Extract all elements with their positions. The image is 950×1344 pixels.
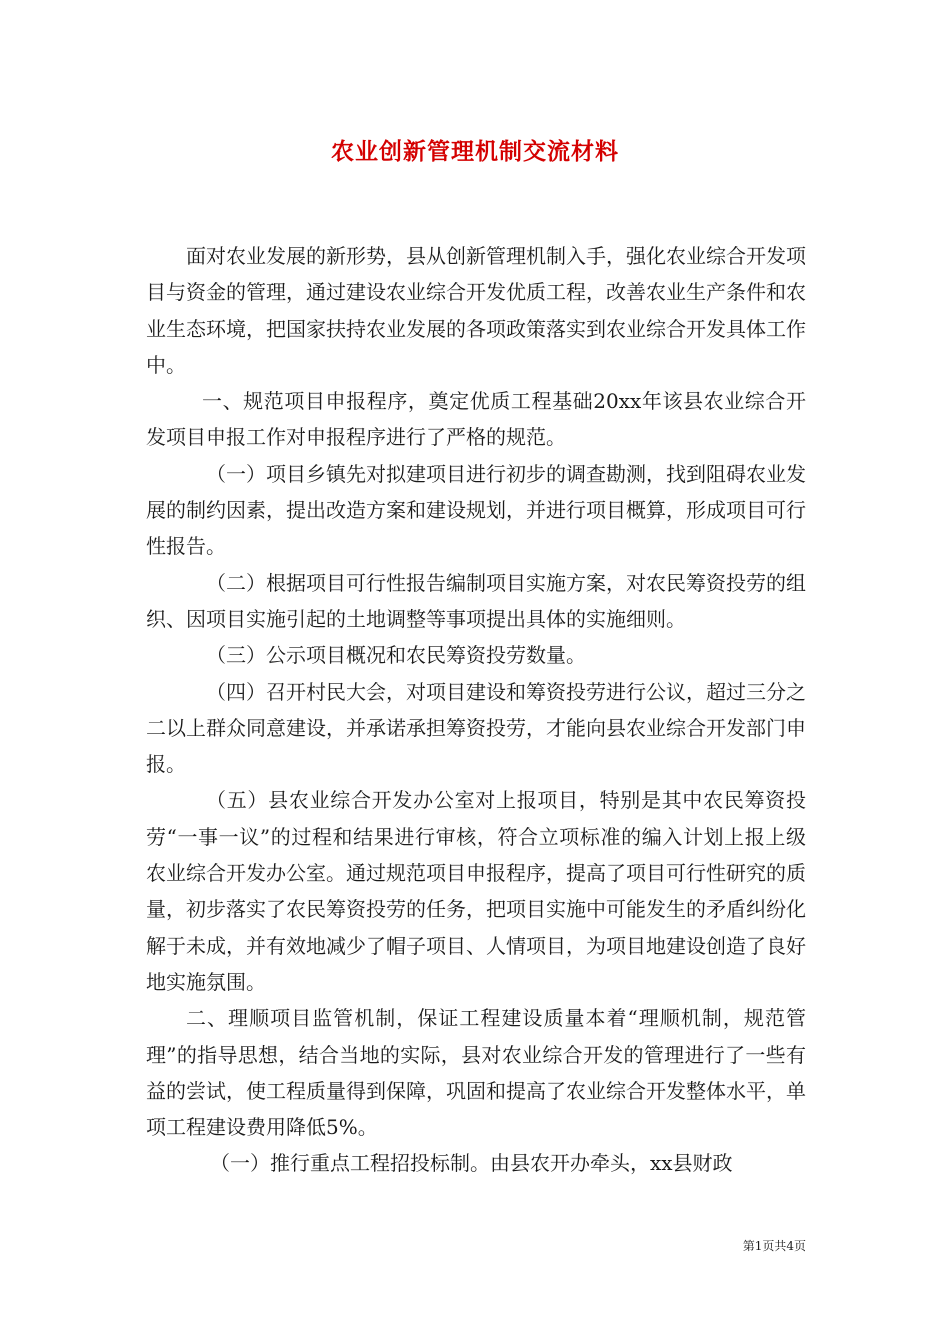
paragraph: （四）召开村民大会，对项目建设和筹资投劳进行公议，超过三分之二以上群众同意建设，并承诺承担筹资投劳，才能向县农业综合开发部门申报。: [146, 679, 806, 777]
paragraph: 一、规范项目申报程序，奠定优质工程基础20xx年该县农业综合开发项目申报工作对申报程序进行了严格的规范。: [146, 389, 806, 450]
paragraph: （二）根据项目可行性报告编制项目实施方案，对农民筹资投劳的组织、因项目实施引起的土地调整等事项提出具体的实施细则。: [146, 570, 806, 631]
document-title: 农业创新管理机制交流材料: [331, 138, 619, 165]
paragraph: （五）县农业综合开发办公室对上报项目，特别是其中农民筹资投劳“一事一议”的过程和结果进行审核，符合立项标准的编入计划上报上级农业综合开发办公室。通过规范项目申报程序，提高了项目可行性研究的质量，初步落实了农民筹资投劳的任务，把项目实施中可能发生的矛盾纠纷化解于未成，并有效地减少了帽子项目、人情项目，为项目地建设创造了良好地实施氛围。: [146, 788, 806, 994]
paragraph: （一）推行重点工程招投标制。由县农开办牵头，xx县财政: [210, 1151, 733, 1176]
paragraph: （三）公示项目概况和农民筹资投劳数量。: [206, 643, 586, 668]
paragraph: （一）项目乡镇先对拟建项目进行初步的调查勘测，找到阻碍农业发展的制约因素，提出改造方案和建设规划，并进行项目概算，形成项目可行性报告。: [146, 461, 806, 559]
paragraph: 二、理顺项目监管机制，保证工程建设质量本着“理顺机制，规范管理”的指导思想，结合当地的实际，县对农业综合开发的管理进行了一些有益的尝试，使工程质量得到保障，巩固和提高了农业综合开发整体水平，单项工程建设费用降低5%。: [146, 1006, 806, 1140]
document-body: [146, 238, 806, 1182]
page-number: 第1页共4页: [742, 1239, 806, 1253]
paragraph: 面对农业发展的新形势，县从创新管理机制入手，强化农业综合开发项目与资金的管理，通过建设农业综合开发优质工程，改善农业生产条件和农业生态环境，把国家扶持农业发展的各项政策落实到农业综合开发具体工作中。: [146, 244, 806, 377]
